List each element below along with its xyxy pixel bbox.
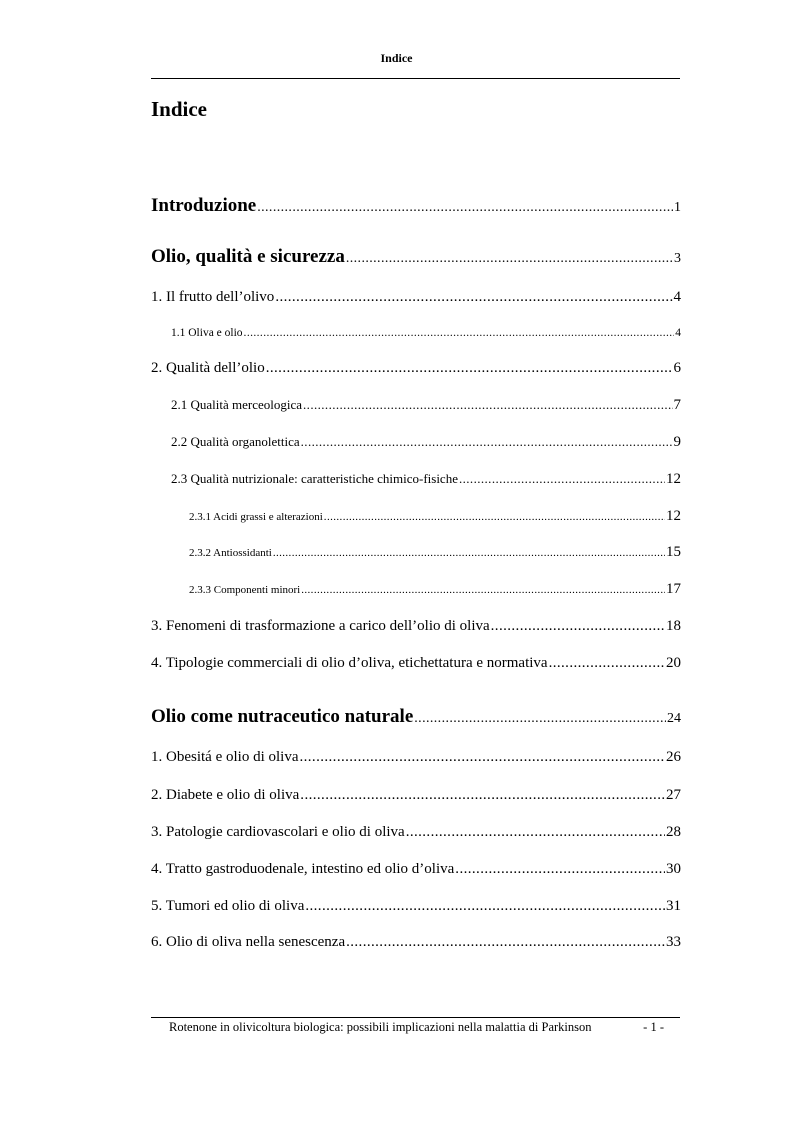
footer-title: Rotenone in olivicoltura biologica: possibili implicazioni nella malattia di Parkinson — [169, 1020, 592, 1034]
toc-entry-page: 6 — [673, 360, 681, 376]
toc-entry-label: 6. Olio di oliva nella senescenza — [151, 934, 346, 950]
toc-entry[interactable] — [189, 544, 681, 561]
toc-entry-page: 20 — [666, 655, 681, 671]
toc-entry-label: 3. Patologie cardiovascolari e olio di oliva — [151, 824, 405, 840]
toc-entry-label: Olio, qualità e sicurezza — [151, 246, 345, 267]
dot-leader — [346, 251, 673, 267]
toc-entry-label: 2.1 Qualità merceologica — [171, 397, 303, 412]
toc-entry-page: 27 — [666, 787, 681, 803]
dot-leader — [266, 360, 673, 377]
toc-entry[interactable] — [189, 581, 681, 598]
toc-entry-page: 1 — [674, 200, 681, 215]
dot-leader — [414, 711, 666, 727]
toc-entry-label: 4. Tratto gastroduodenale, intestino ed olio d’oliva — [151, 861, 455, 877]
toc-entry-page: 4 — [675, 327, 681, 339]
dot-leader — [300, 787, 665, 804]
toc-entry-page: 12 — [666, 471, 681, 487]
page-title: Indice — [151, 97, 208, 121]
dot-leader — [244, 327, 675, 340]
toc-entry[interactable] — [171, 327, 681, 340]
toc-entry-label: 2.2 Qualità organolettica — [171, 434, 300, 449]
dot-leader — [549, 655, 665, 672]
toc-entry[interactable] — [171, 434, 681, 451]
toc-entry-label: 3. Fenomeni di trasformazione a carico dell’olio di oliva — [151, 618, 490, 634]
toc-entry-label: 1. Obesitá e olio di oliva — [151, 749, 299, 765]
toc-entry[interactable] — [189, 508, 681, 525]
dot-leader — [273, 547, 665, 560]
toc-entry-page: 31 — [666, 898, 681, 914]
table-of-contents — [151, 0, 681, 1000]
toc-entry-label: 1. Il frutto dell’olivo — [151, 289, 275, 305]
running-header: Indice — [380, 51, 413, 65]
toc-entry[interactable] — [151, 749, 681, 766]
toc-entry[interactable] — [151, 195, 681, 217]
dot-leader — [257, 200, 673, 216]
toc-entry-label: 2.3 Qualità nutrizionale: caratteristiche chimico-fisiche — [171, 471, 458, 486]
dot-leader — [491, 618, 665, 635]
toc-entry-page: 30 — [666, 861, 681, 877]
toc-entry-page: 24 — [667, 711, 681, 726]
toc-entry-label: 4. Tipologie commerciali di olio d’oliva, etichettatura e normativa — [151, 655, 548, 671]
dot-leader — [303, 398, 672, 413]
toc-entry[interactable] — [151, 898, 681, 915]
dot-leader — [455, 861, 665, 878]
toc-entry-label: Olio come nutraceutico naturale — [151, 706, 414, 727]
toc-entry-page: 7 — [673, 397, 681, 413]
toc-entry-page: 4 — [673, 289, 681, 305]
toc-entry-label: 5. Tumori ed olio di oliva — [151, 898, 305, 914]
toc-entry-page: 18 — [666, 618, 681, 634]
toc-entry-page: 9 — [673, 434, 681, 450]
toc-entry[interactable] — [151, 934, 681, 951]
toc-entry-page: 26 — [666, 749, 681, 765]
dot-leader — [299, 749, 665, 766]
toc-entry-page: 15 — [666, 544, 681, 560]
toc-entry[interactable] — [171, 397, 681, 414]
toc-entry-label: 2.3.3 Componenti minori — [189, 584, 301, 596]
dot-leader — [301, 584, 665, 597]
toc-entry[interactable] — [151, 618, 681, 635]
toc-entry-page: 33 — [666, 934, 681, 950]
dot-leader — [301, 435, 673, 450]
toc-entry-page: 17 — [666, 581, 681, 597]
toc-entry-label: 2. Qualità dell’olio — [151, 360, 265, 376]
toc-entry[interactable] — [151, 787, 681, 804]
dot-leader — [459, 472, 665, 487]
toc-entry-label: 2. Diabete e olio di oliva — [151, 787, 300, 803]
toc-entry-label: Introduzione — [151, 195, 257, 216]
page-number: - 1 - — [643, 1020, 664, 1034]
toc-entry-label: 1.1 Oliva e olio — [171, 327, 243, 339]
dot-leader — [275, 289, 672, 306]
footer-rule — [151, 1017, 680, 1018]
toc-entry[interactable] — [151, 706, 681, 728]
toc-entry-page: 28 — [666, 824, 681, 840]
toc-entry[interactable] — [151, 655, 681, 672]
dot-leader — [346, 934, 665, 951]
dot-leader — [305, 898, 665, 915]
toc-entry-label: 2.3.1 Acidi grassi e alterazioni — [189, 511, 323, 523]
toc-entry-page: 3 — [674, 251, 681, 266]
dot-leader — [324, 511, 665, 524]
toc-entry[interactable] — [151, 824, 681, 841]
toc-entry[interactable] — [171, 471, 681, 488]
dot-leader — [406, 824, 665, 841]
toc-entry[interactable] — [151, 289, 681, 306]
toc-entry[interactable] — [151, 861, 681, 878]
toc-entry[interactable] — [151, 246, 681, 268]
toc-entry-label: 2.3.2 Antiossidanti — [189, 547, 272, 559]
toc-entry-page: 12 — [666, 508, 681, 524]
toc-entry[interactable] — [151, 360, 681, 377]
